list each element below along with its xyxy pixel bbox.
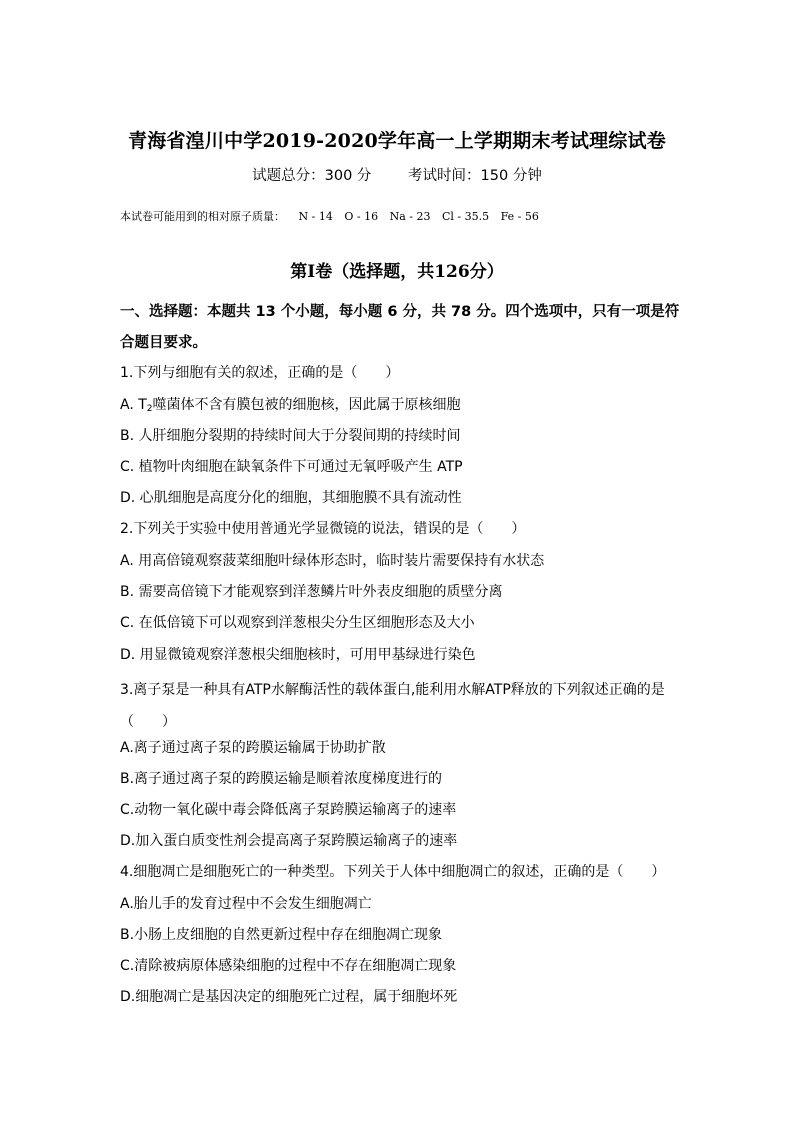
total-score: 试题总分：300 分	[252, 168, 372, 184]
question-2-option-b: B. 需要高倍镜下才能观察到洋葱鳞片叶外表皮细胞的质壁分离	[120, 584, 503, 600]
exam-meta	[0, 164, 794, 185]
atomic-masses-label: 本试卷可能用到的相对原子质量：	[120, 210, 285, 223]
question-4-option-a: A.胎儿手的发育过程中不会发生细胞凋亡	[120, 896, 372, 912]
question-3-option-a: A.离子通过离子泵的跨膜运输属于协助扩散	[120, 740, 386, 756]
section-instructions: 一、选择题：本题共 13 个小题，每小题 6 分，共 78 分。四个选项中，只有一项是符合题目要求。	[120, 304, 680, 351]
question-3-option-b: B.离子通过离子泵的跨膜运输是顺着浓度梯度进行的	[120, 771, 443, 787]
question-4-option-b: B.小肠上皮细胞的自然更新过程中存在细胞凋亡现象	[120, 927, 443, 943]
question-2-option-a: A. 用高倍镜观察菠菜细胞叶绿体形态时，临时装片需要保持有水状态	[120, 553, 545, 569]
question-1-option-b: B. 人肝细胞分裂期的持续时间大于分裂间期的持续时间	[120, 428, 461, 444]
part-heading: 第Ⅰ卷（选择题，共126分）	[290, 262, 504, 282]
question-4-option-c: C.清除被病原体感染细胞的过程中不存在细胞凋亡现象	[120, 958, 457, 974]
mass-n: N - 14	[298, 210, 333, 223]
question-2-stem: 2.下列关于实验中使用普通光学显微镜的说法，错误的是（ ）	[120, 521, 526, 537]
atomic-masses	[120, 208, 547, 224]
option-a-prefix: A. T	[120, 397, 147, 413]
question-2-option-d: D. 用显微镜观察洋葱根尖细胞核时，可用甲基绿进行染色	[120, 647, 476, 663]
question-2-option-c: C. 在低倍镜下可以观察到洋葱根尖分生区细胞形态及大小	[120, 615, 475, 631]
mass-o: O - 16	[344, 210, 379, 223]
option-a-subscript: 2	[146, 404, 153, 414]
question-1-stem: 1.下列与细胞有关的叙述，正确的是（ ）	[120, 365, 400, 381]
question-3-stem: 3.离子泵是一种具有ATP水解酶活性的载体蛋白,能利用水解ATP释放的下列叙述正确的是（ ）	[120, 682, 665, 730]
question-1-option-d: D. 心肌细胞是高度分化的细胞，其细胞膜不具有流动性	[120, 490, 462, 506]
question-1-option-a	[120, 394, 461, 414]
question-3-option-d: D.加入蛋白质变性剂会提高离子泵跨膜运输离子的速率	[120, 833, 458, 849]
exam-title: 青海省湟川中学2019-2020学年高一上学期期末考试理综试卷	[128, 130, 666, 152]
mass-na: Na - 23	[389, 210, 431, 223]
exam-time: 考试时间：150 分钟	[408, 168, 542, 184]
option-a-text: 噬菌体不含有膜包被的细胞核，因此属于原核细胞	[152, 397, 461, 413]
atomic-masses-values	[299, 210, 547, 223]
question-1-option-c: C. 植物叶肉细胞在缺氧条件下可通过无氧呼吸产生 ATP	[120, 459, 463, 475]
question-4-option-d: D.细胞凋亡是基因决定的细胞死亡过程，属于细胞坏死	[120, 989, 458, 1005]
question-4-stem: 4.细胞凋亡是细胞死亡的一种类型。下列关于人体中细胞凋亡的叙述，正确的是（ ）	[120, 864, 666, 880]
question-3-option-c: C.动物一氧化碳中毒会降低离子泵跨膜运输离子的速率	[120, 802, 457, 818]
mass-cl: Cl - 35.5	[441, 210, 490, 223]
mass-fe: Fe - 56	[500, 210, 539, 223]
